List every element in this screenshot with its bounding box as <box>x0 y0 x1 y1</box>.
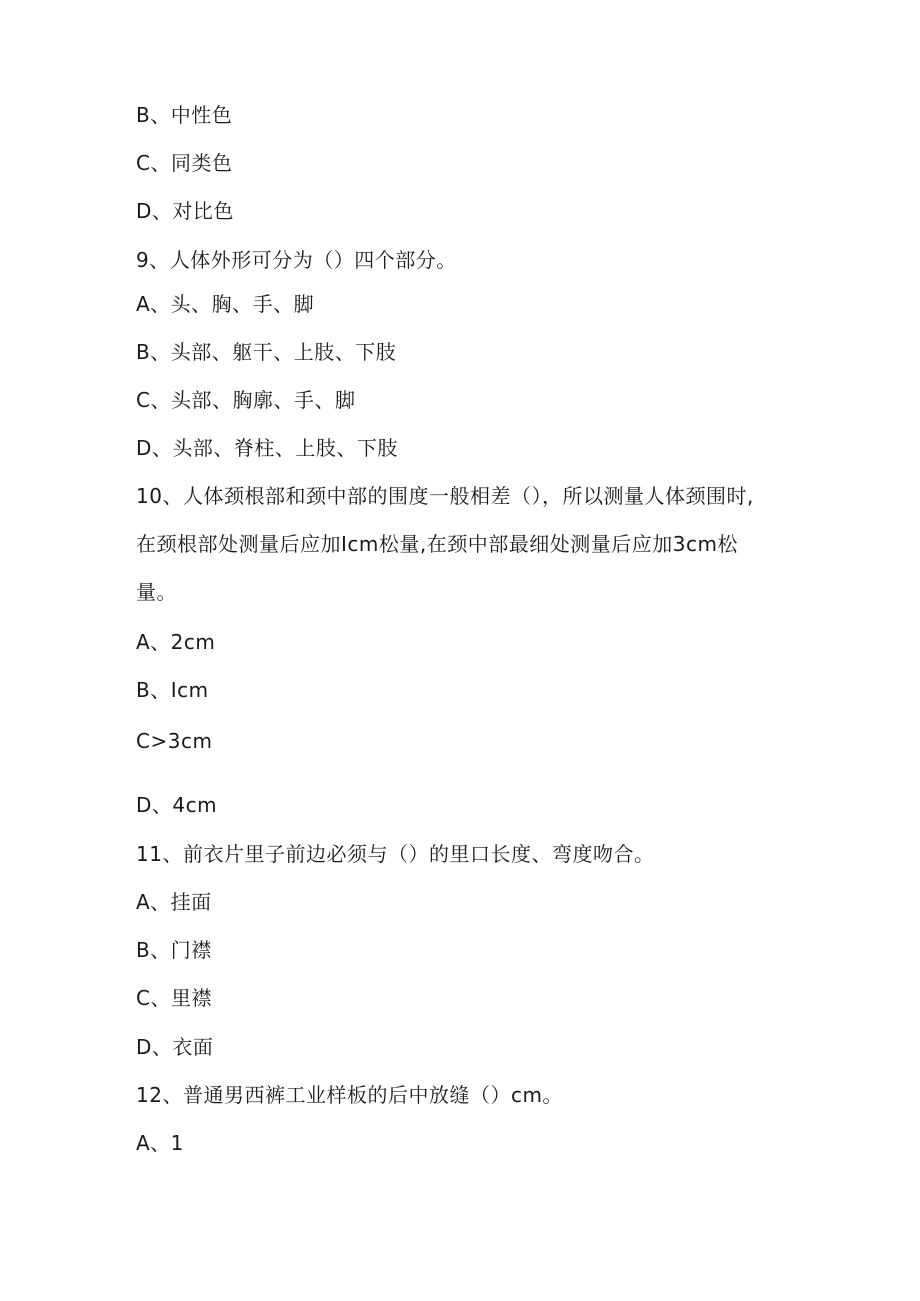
q9-option-a: A、头、胸、手、脚 <box>136 292 315 316</box>
question-10-line-2: 在颈根部处测量后应加Icm松量,在颈中部最细处测量后应加3cm松 <box>136 532 738 556</box>
question-10-line-1: 10、人体颈根部和颈中部的围度一般相差（），所以测量人体颈围时, <box>136 484 754 508</box>
q8-option-b: B、中性色 <box>136 103 233 127</box>
q9-option-c: C、头部、胸廓、手、脚 <box>136 388 356 412</box>
q9-option-b: B、头部、躯干、上肢、下肢 <box>136 340 397 364</box>
q10-option-a: A、2cm <box>136 630 216 654</box>
q10-option-b: B、Icm <box>136 678 209 702</box>
q8-option-c: C、同类色 <box>136 151 233 175</box>
q9-option-d: D、头部、脊柱、上肢、下肢 <box>136 436 398 460</box>
question-12: 12、普通男西裤工业样板的后中放缝（）cm。 <box>136 1083 563 1107</box>
q11-option-d: D、衣面 <box>136 1035 214 1059</box>
q8-option-d: D、对比色 <box>136 199 234 223</box>
q10-option-c: C>3cm <box>136 729 213 753</box>
question-11: 11、前衣片里子前边必须与（）的里口长度、弯度吻合。 <box>136 842 655 866</box>
q11-option-a: A、挂面 <box>136 890 212 914</box>
q11-option-b: B、门襟 <box>136 938 212 962</box>
question-10-line-3: 量。 <box>136 580 177 604</box>
q12-option-a: A、1 <box>136 1131 184 1155</box>
q10-option-d: D、4cm <box>136 793 218 817</box>
question-9: 9、人体外形可分为（）四个部分。 <box>136 248 457 272</box>
q11-option-c: C、里襟 <box>136 986 212 1010</box>
